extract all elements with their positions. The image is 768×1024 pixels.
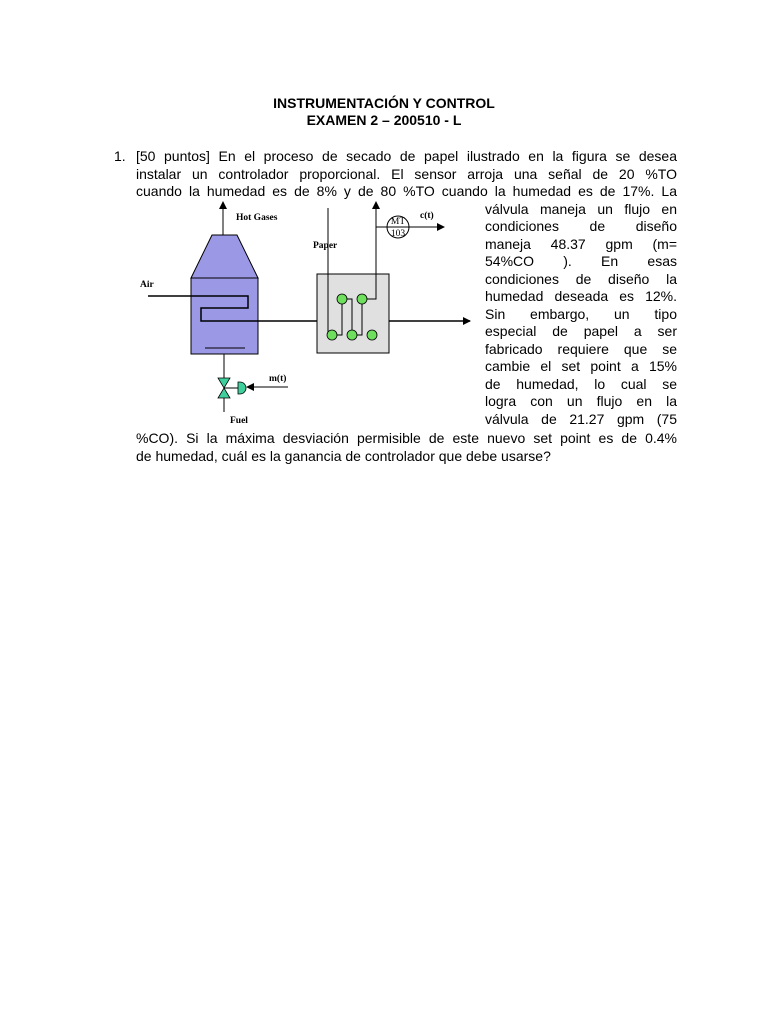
question-text-line: condiciones de diseño la	[485, 270, 677, 287]
exam-title-line2: EXAMEN 2 – 200510 - L	[306, 112, 462, 128]
question-text-line: maneja 48.37 gpm (m=	[485, 235, 677, 252]
valve-actuator	[238, 382, 246, 394]
fuel-label: Fuel	[230, 416, 248, 426]
question-text-line: de humedad, cuál es la ganancia de controlador que debe usarse?	[136, 447, 551, 464]
question-text-line: 54%CO ). En esas	[485, 253, 677, 269]
dryer-unit	[191, 235, 258, 354]
question-text-line: de humedad, lo cual se	[485, 375, 677, 392]
paper-label: Paper	[313, 241, 338, 251]
process-diagram	[130, 198, 490, 434]
air-label: Air	[140, 280, 154, 290]
hot-gases-label: Hot Gases	[236, 213, 278, 223]
ct-label: c(t)	[420, 211, 434, 221]
roller	[357, 294, 367, 304]
paper-chamber	[317, 208, 389, 353]
question-text-line: cuando la humedad es de 8% y de 80 %TO cuando la humedad es de 17%. La	[136, 183, 677, 199]
question-number: 1.	[114, 148, 126, 164]
question-text-line: especial de papel a ser	[485, 323, 677, 339]
question-text-line: [50 puntos] En el proceso de secado de papel ilustrado en la figura se desea	[136, 148, 677, 164]
exam-title-line1: INSTRUMENTACIÓN Y CONTROL	[273, 95, 495, 111]
roller	[347, 330, 357, 340]
question-text-line: instalar un controlador proporcional. El sensor arroja una señal de 20 %TO	[136, 165, 677, 182]
roller	[337, 294, 347, 304]
mt-signal-label: m(t)	[269, 374, 287, 384]
roller	[367, 330, 377, 340]
transmitter-tag-label: 103	[390, 229, 406, 239]
question-text-line: %CO). Si la máxima desviación permisible de este nuevo set point es de 0.4%	[136, 430, 677, 446]
dryer-hood	[191, 235, 258, 278]
question-text-line: logra con un flujo en la	[485, 393, 677, 409]
control-valve-top	[218, 378, 230, 388]
question-text-line: válvula de 21.27 gpm (75	[485, 410, 677, 427]
question-text-line: condiciones de diseño	[485, 218, 677, 234]
question-text-line: válvula maneja un flujo en	[485, 200, 677, 217]
control-valve-bottom	[218, 388, 230, 398]
roller	[327, 330, 337, 340]
question-text-line: fabricado requiere que se	[485, 340, 677, 357]
question-text-line: humedad deseada es 12%.	[485, 288, 677, 304]
moisture-transmitter	[387, 216, 409, 239]
question-text-line: cambie el set point a 15%	[485, 358, 677, 374]
question-text-line: Sin embargo, un tipo	[485, 305, 677, 322]
transmitter-function-label: MT	[390, 217, 406, 227]
